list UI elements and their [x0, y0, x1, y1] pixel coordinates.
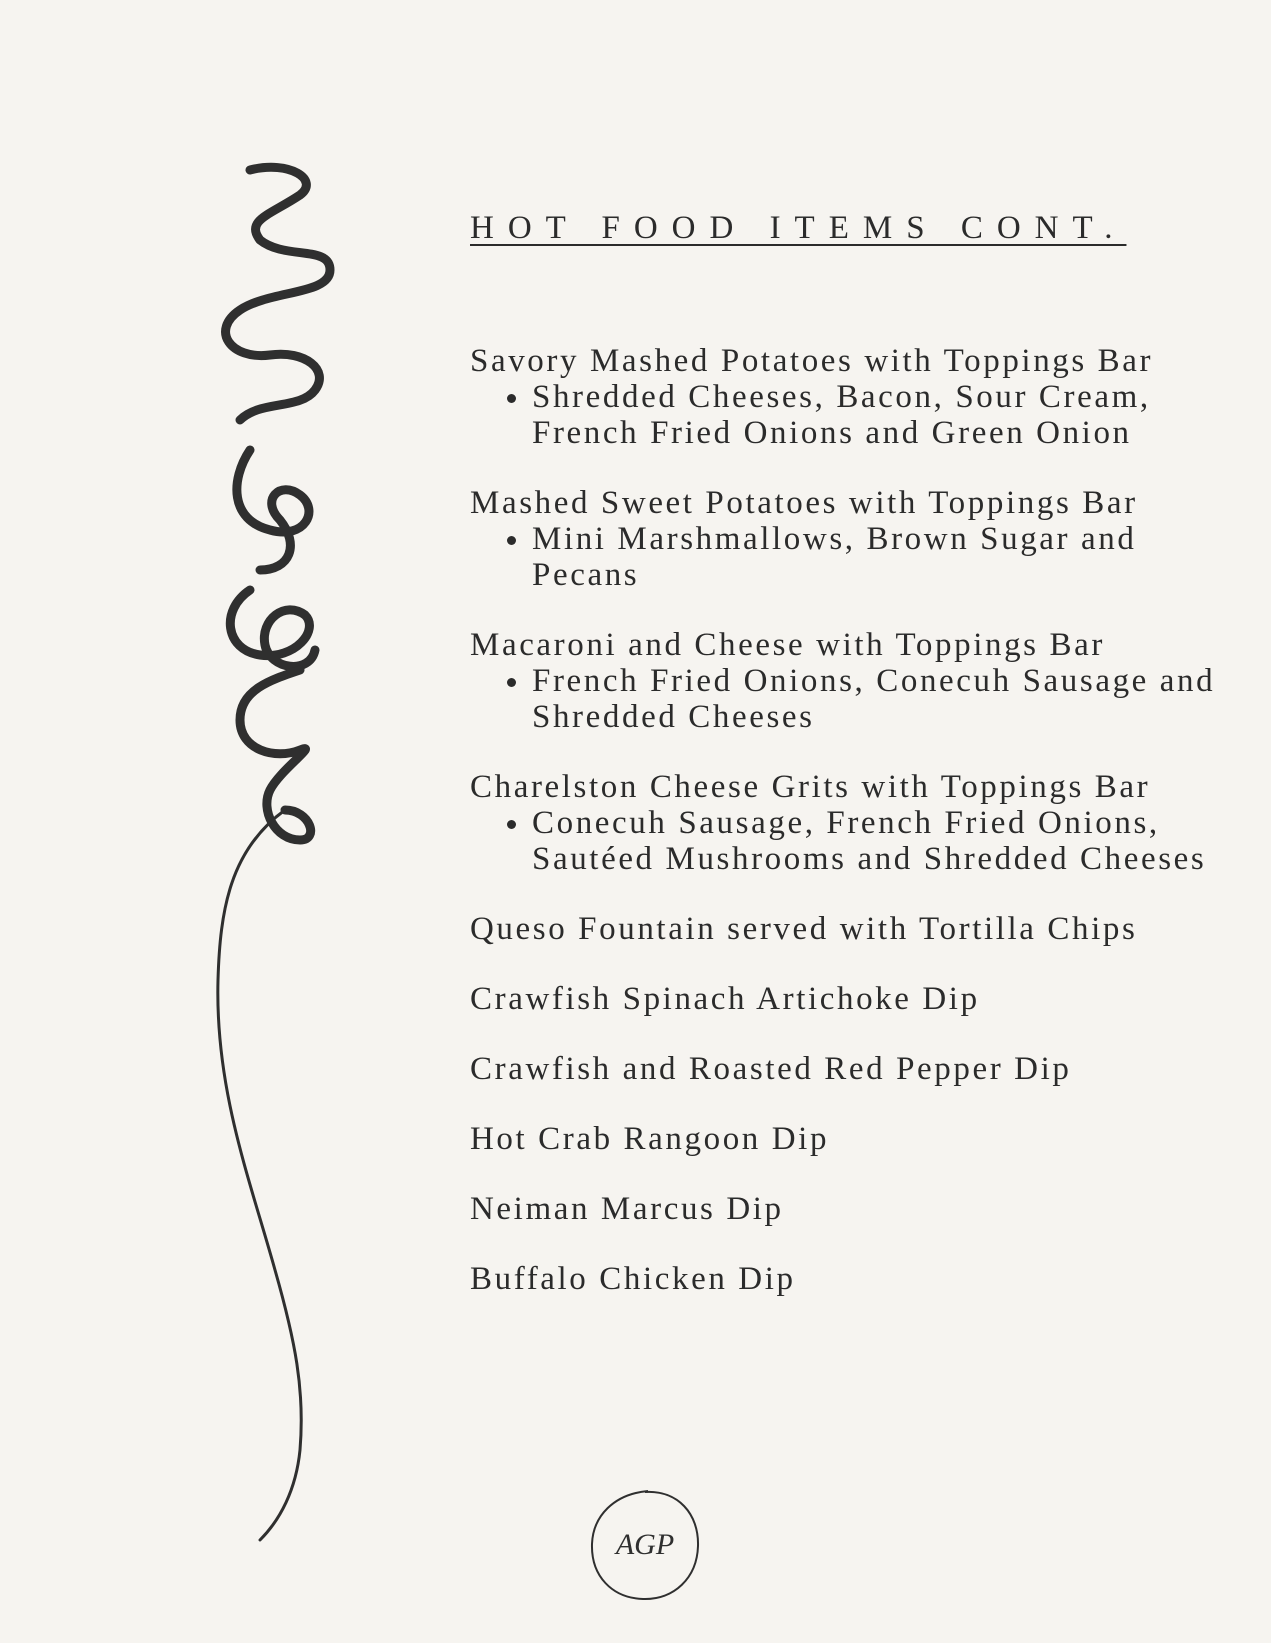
menu-item-title: Charelston Cheese Grits with Toppings Bar — [470, 769, 1151, 805]
logo-text: AGP — [615, 1528, 675, 1561]
menu-item-title: Buffalo Chicken Dip — [470, 1261, 796, 1297]
menu-item-toppings — [470, 805, 1250, 877]
menu-item — [470, 911, 1250, 947]
menu-item — [470, 1121, 1250, 1157]
menu-item-toppings — [470, 663, 1250, 735]
menu-item — [470, 1051, 1250, 1087]
agp-logo — [586, 1486, 704, 1604]
menu-item-toppings — [470, 521, 1250, 593]
menu-content — [470, 210, 1250, 1331]
menu-item-title: Mashed Sweet Potatoes with Toppings Bar — [470, 485, 1138, 521]
menu-item-title: Queso Fountain served with Tortilla Chips — [470, 911, 1138, 947]
menu-item — [470, 627, 1250, 735]
menu-item-title: Hot Crab Rangoon Dip — [470, 1121, 830, 1157]
menu-script-flourish — [190, 150, 360, 1550]
section-heading: HOT FOOD ITEMS CONT. — [470, 210, 1127, 246]
menu-item — [470, 981, 1250, 1017]
menu-item-title: Neiman Marcus Dip — [470, 1191, 784, 1227]
menu-item-title: Crawfish and Roasted Red Pepper Dip — [470, 1051, 1072, 1087]
menu-item-title: Savory Mashed Potatoes with Toppings Bar — [470, 343, 1154, 379]
topping-detail: • Shredded Cheeses, Bacon, Sour Cream, French Fried Onions and Green Onion — [532, 379, 1232, 451]
menu-item — [470, 343, 1250, 451]
menu-item — [470, 769, 1250, 877]
menu-item-toppings — [470, 379, 1250, 451]
menu-item — [470, 485, 1250, 593]
topping-detail: • French Fried Onions, Conecuh Sausage and Shredded Cheeses — [532, 663, 1232, 735]
menu-item-list — [470, 343, 1250, 1297]
menu-item — [470, 1261, 1250, 1297]
topping-detail: • Conecuh Sausage, French Fried Onions, Sautéed Mushrooms and Shredded Cheeses — [532, 805, 1232, 877]
menu-item — [470, 1191, 1250, 1227]
topping-detail: • Mini Marshmallows, Brown Sugar and Pecans — [532, 521, 1232, 593]
menu-item-title: Macaroni and Cheese with Toppings Bar — [470, 627, 1105, 663]
menu-item-title: Crawfish Spinach Artichoke Dip — [470, 981, 980, 1017]
